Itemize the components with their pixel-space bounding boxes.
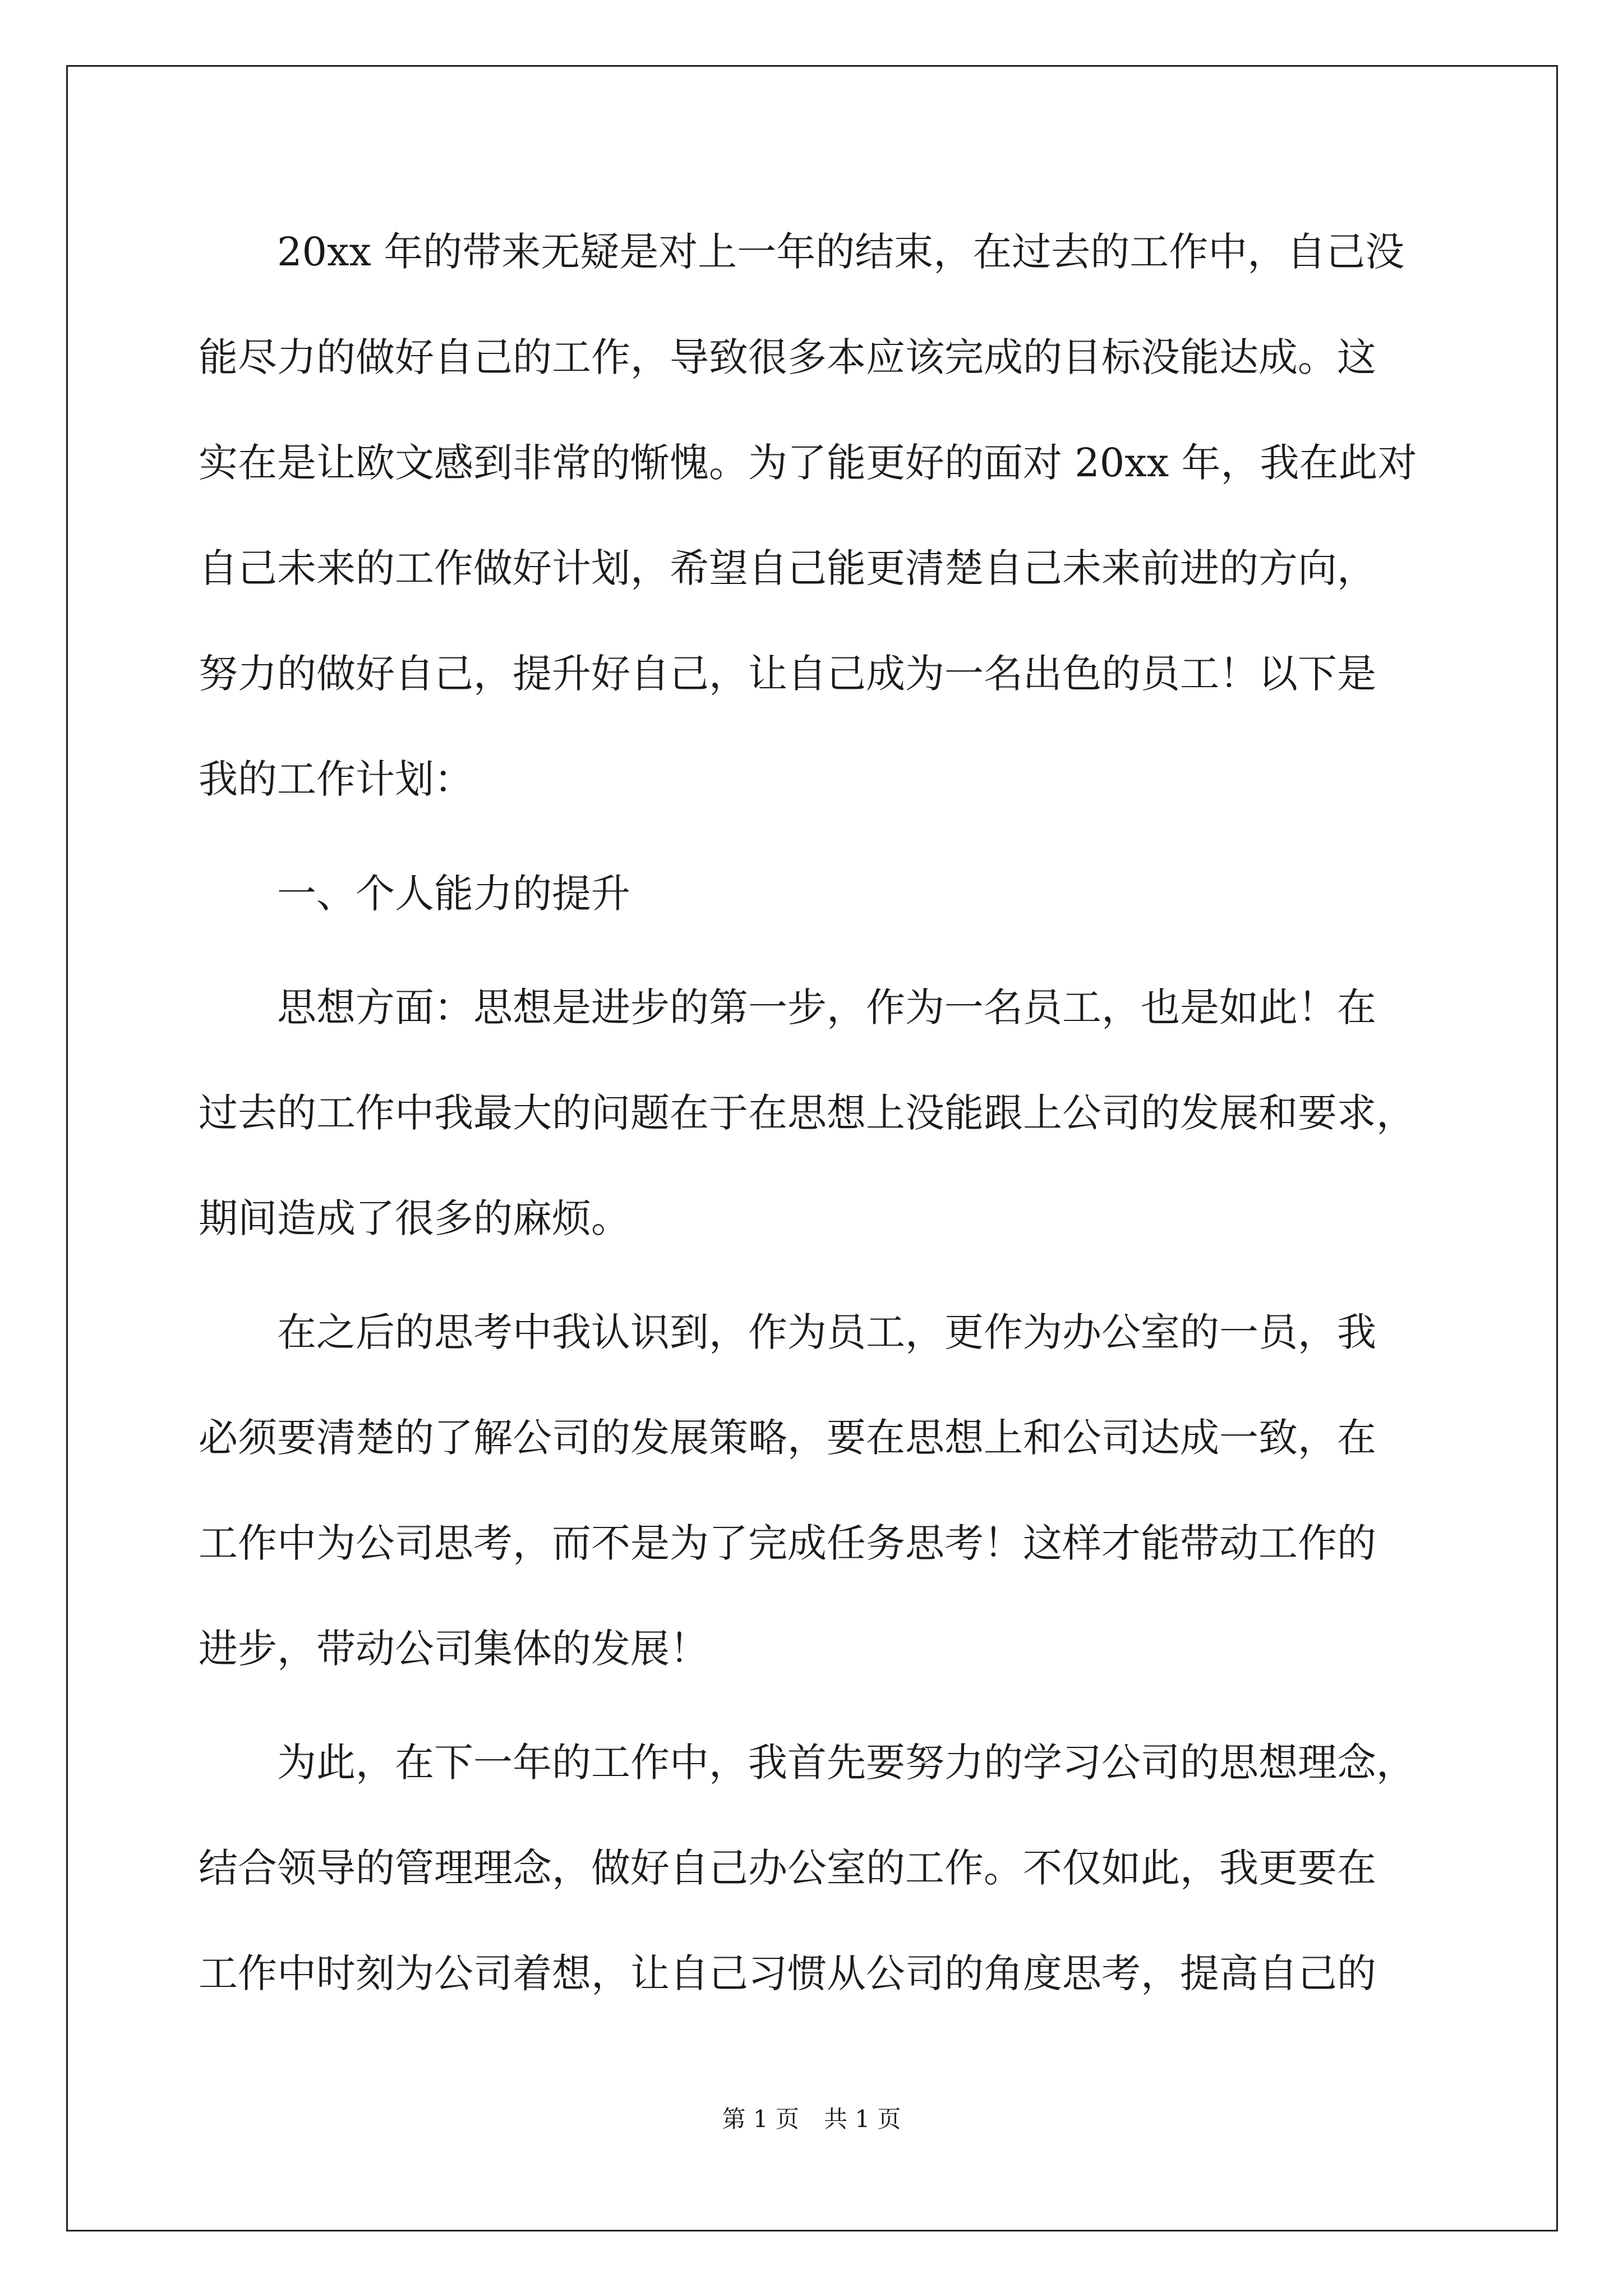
page-footer (0, 2102, 1623, 2136)
text-line: 能尽力的做好自己的工作，导致很多本应该完成的目标没能达成。这 (199, 334, 1376, 380)
page-total: 共 1 页 (824, 2105, 901, 2133)
text-line: 努力的做好自己，提升好自己，让自己成为一名出色的员工！以下是 (199, 651, 1376, 697)
text-line: 进步，带动公司集体的发展！ (199, 1626, 709, 1672)
text-line: 必须要清楚的了解公司的发展策略，要在思想上和公司达成一致，在 (199, 1415, 1376, 1461)
text-line: 在之后的思考中我认识到，作为员工，更作为办公室的一员，我 (199, 1309, 1376, 1355)
text-line: 思想方面：思想是进步的第一步，作为一名员工，也是如此！在 (199, 984, 1376, 1030)
text-line: 工作中为公司思考，而不是为了完成任务思考！这样才能带动工作的 (199, 1520, 1376, 1566)
text-line: 过去的工作中我最大的问题在于在思想上没能跟上公司的发展和要求， (199, 1090, 1415, 1136)
text-line: 工作中时刻为公司着想，让自己习惯从公司的角度思考，提高自己的 (199, 1950, 1376, 1996)
section-heading: 一、个人能力的提升 (199, 871, 630, 917)
page-border (66, 65, 1558, 2231)
page-number: 第 1 页 (722, 2105, 799, 2133)
text-line: 我的工作计划： (199, 756, 473, 802)
text-line: 为此，在下一年的工作中，我首先要努力的学习公司的思想理念， (199, 1740, 1415, 1786)
text-line: 自己未来的工作做好计划，希望自己能更清楚自己未来前进的方向， (199, 545, 1376, 591)
text-line: 20xx 年的带来无疑是对上一年的结束，在过去的工作中，自己没 (199, 229, 1405, 275)
text-line: 结合领导的管理理念，做好自己办公室的工作。不仅如此，我更要在 (199, 1845, 1376, 1891)
text-line: 期间造成了很多的麻烦。 (199, 1195, 630, 1241)
text-line: 实在是让欧文感到非常的惭愧。为了能更好的面对 20xx 年，我在此对 (199, 440, 1417, 486)
